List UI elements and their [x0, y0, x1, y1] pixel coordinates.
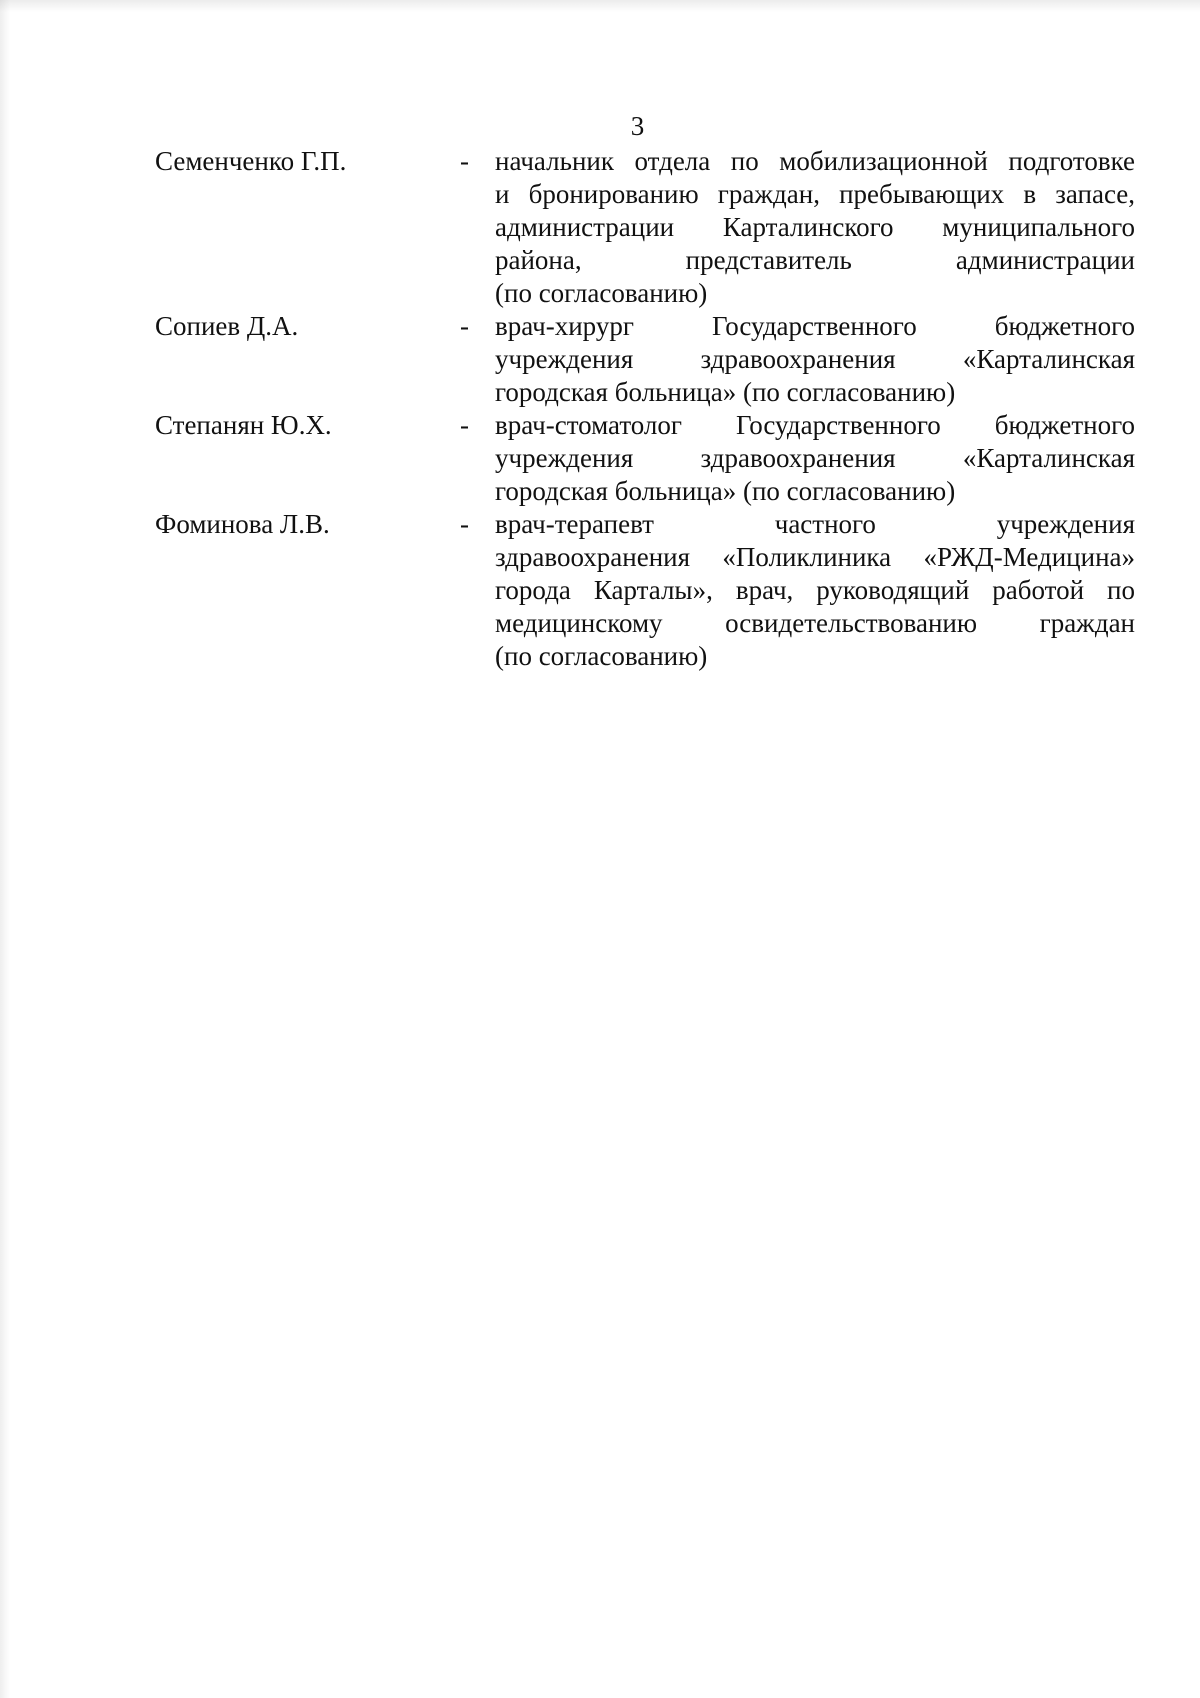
member-name: Сопиев Д.А. — [155, 311, 299, 341]
list-item — [155, 310, 1135, 409]
separator-dash: - — [460, 146, 469, 176]
description-line: района, представитель администрации — [495, 245, 1135, 275]
description-line: городская больница» (по согласованию) — [495, 377, 956, 407]
list-item — [155, 508, 1135, 673]
description-line: здравоохранения «Поликлиника «РЖД-Медицина» — [495, 542, 1135, 572]
description-line: (по согласованию) — [495, 278, 708, 308]
description-line: (по согласованию) — [495, 641, 708, 671]
scan-edge-top — [0, 0, 1200, 12]
member-description — [495, 145, 1135, 310]
separator-dash: - — [460, 509, 469, 539]
list-item — [155, 145, 1135, 310]
description-line: врач-терапевт частного учреждения — [495, 509, 1135, 539]
scan-edge-left — [0, 0, 10, 1698]
description-line: учреждения здравоохранения «Карталинская — [495, 344, 1135, 374]
member-name: Степанян Ю.Х. — [155, 410, 332, 440]
member-name: Семенченко Г.П. — [155, 146, 347, 176]
members-list — [155, 145, 1135, 673]
member-description — [495, 508, 1135, 673]
description-line: города Карталы», врач, руководящий работой по — [495, 575, 1135, 605]
member-description — [495, 310, 1135, 409]
description-line: и бронированию граждан, пребывающих в запасе, — [495, 179, 1135, 209]
description-line: врач-стоматолог Государственного бюджетного — [495, 410, 1135, 440]
description-line: администрации Карталинского муниципального — [495, 212, 1135, 242]
member-description — [495, 409, 1135, 508]
description-line: начальник отдела по мобилизационной подготовке — [495, 146, 1135, 176]
description-line: медицинскому освидетельствованию граждан — [495, 608, 1135, 638]
list-item — [155, 409, 1135, 508]
description-line: городская больница» (по согласованию) — [495, 476, 956, 506]
description-line: врач-хирург Государственного бюджетного — [495, 311, 1135, 341]
page-number: 3 — [630, 111, 645, 141]
separator-dash: - — [460, 410, 469, 440]
description-line: учреждения здравоохранения «Карталинская — [495, 443, 1135, 473]
separator-dash: - — [460, 311, 469, 341]
member-name: Фоминова Л.В. — [155, 509, 330, 539]
